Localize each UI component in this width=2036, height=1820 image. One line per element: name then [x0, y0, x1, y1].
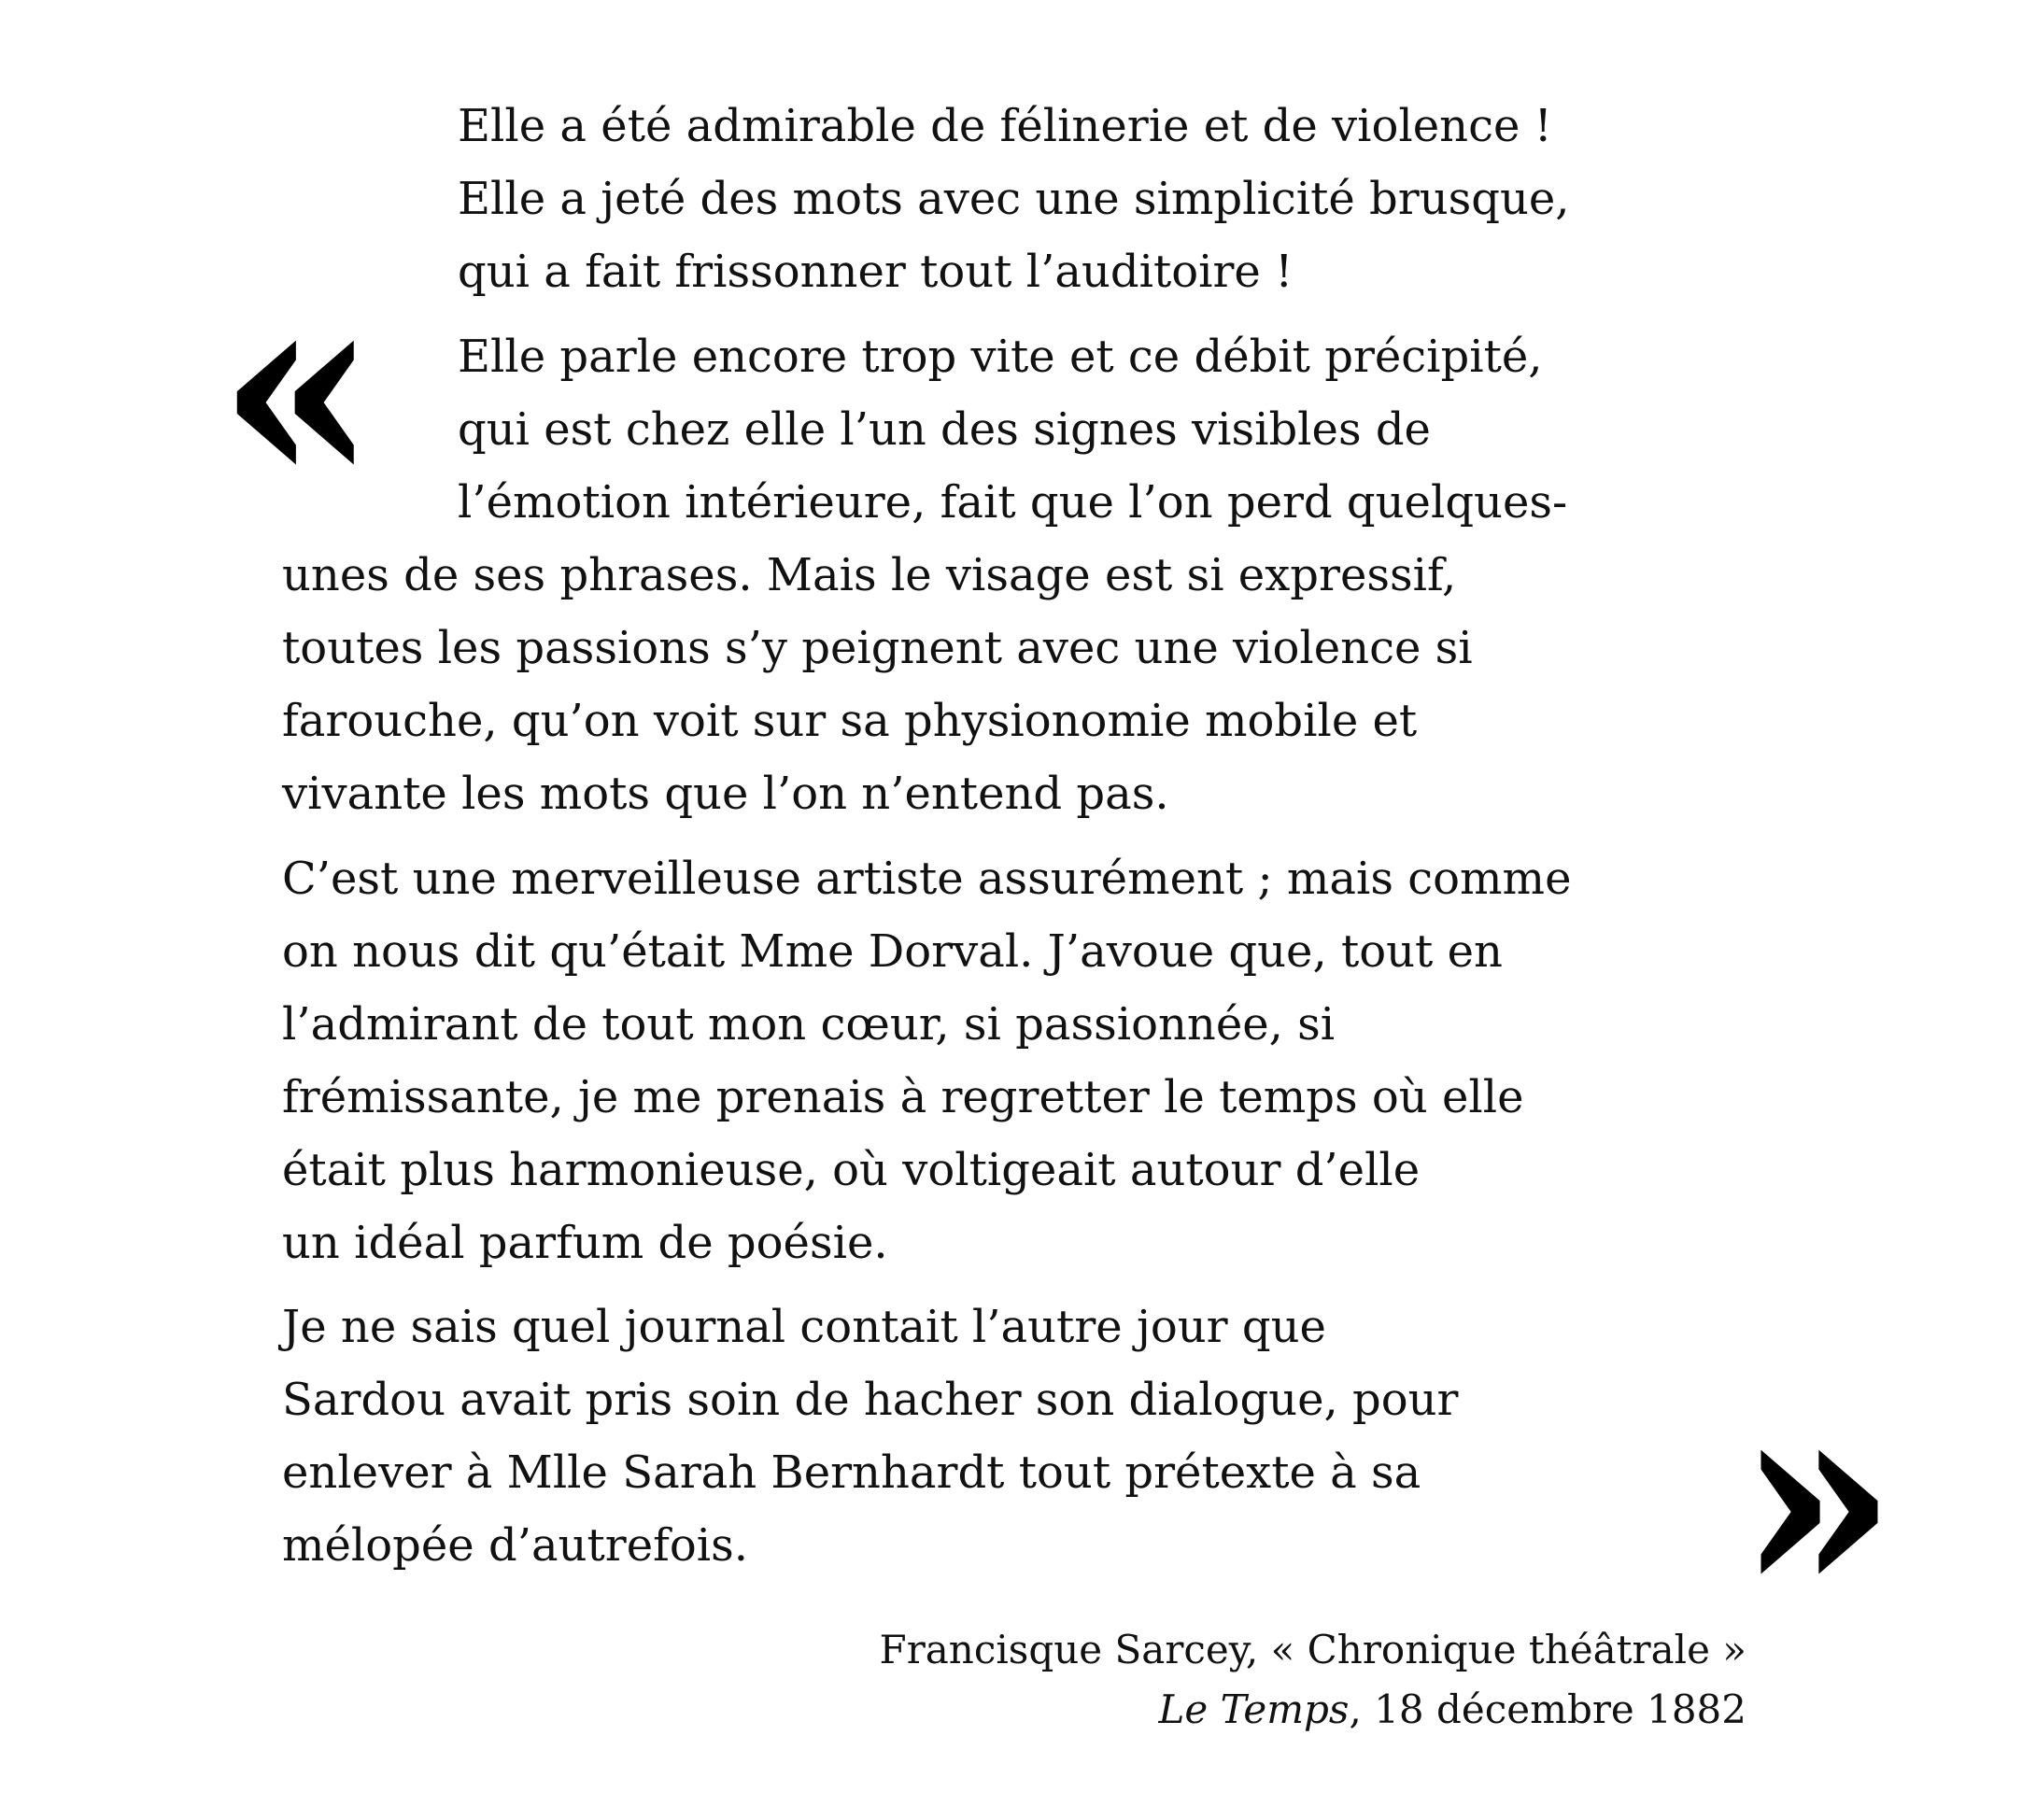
publication-title: Le Temps: [1158, 1686, 1350, 1732]
quote-line: Elle parle encore trop vite et ce débit précipité,: [458, 331, 1543, 383]
publication-date: , 18 décembre 1882: [1349, 1686, 1746, 1732]
quote-line: on nous dit qu’était Mme Dorval. J’avoue que, tout en: [282, 925, 1503, 978]
quote-line: enlever à Mlle Sarah Bernhardt tout prétexte à sa: [282, 1446, 1421, 1499]
quote-line: était plus harmonieuse, où voltigeait autour d’elle: [282, 1144, 1421, 1196]
quote-line: toutes les passions s’y peignent avec une violence si: [282, 622, 1473, 674]
quote-line: qui est chez elle l’un des signes visibles de: [458, 403, 1431, 456]
quote-line: mélopée d’autrefois.: [282, 1519, 749, 1572]
attribution-author: Francisque Sarcey, « Chronique théâtrale »: [879, 1627, 1746, 1672]
quote-line: qui a fait frissonner tout l’auditoire !: [458, 246, 1294, 298]
quote-paragraph-3: [282, 842, 1571, 1279]
quote-paragraph-1: [458, 90, 1570, 308]
quote-line: vivante les mots que l’on n’entend pas.: [282, 768, 1169, 820]
quote-line: l’admirant de tout mon cœur, si passionnée, si: [282, 998, 1336, 1051]
quote-paragraph-2: [282, 320, 1567, 830]
quote-paragraph-4: [282, 1291, 1458, 1582]
quote-line: un idéal parfum de poésie.: [282, 1217, 888, 1269]
quote-line: farouche, qu’on voit sur sa physionomie mobile et: [282, 695, 1418, 747]
quote-line: Sardou avait pris soin de hacher son dialogue, pour: [282, 1374, 1459, 1426]
attribution: [880, 1620, 1746, 1740]
attribution-source: [880, 1680, 1746, 1740]
quote-line: Elle a été admirable de félinerie et de violence !: [458, 100, 1552, 152]
quote-line: C’est une merveilleuse artiste assurément ; mais comme: [282, 853, 1572, 905]
quote-line: Je ne sais quel journal contait l’autre jour que: [282, 1301, 1326, 1353]
quote-line: unes de ses phrases. Mais le visage est si expressif,: [282, 549, 1457, 601]
quote-line: Elle a jeté des mots avec une simplicité brusque,: [458, 173, 1570, 225]
quote-line: l’émotion intérieure, fait que l’on perd quelques-: [458, 476, 1568, 529]
quote-line: frémissante, je me prenais à regretter le temps où elle: [282, 1071, 1524, 1123]
closing-guillemet: »: [1736, 1338, 1898, 1656]
opening-guillemet: «: [217, 229, 378, 546]
